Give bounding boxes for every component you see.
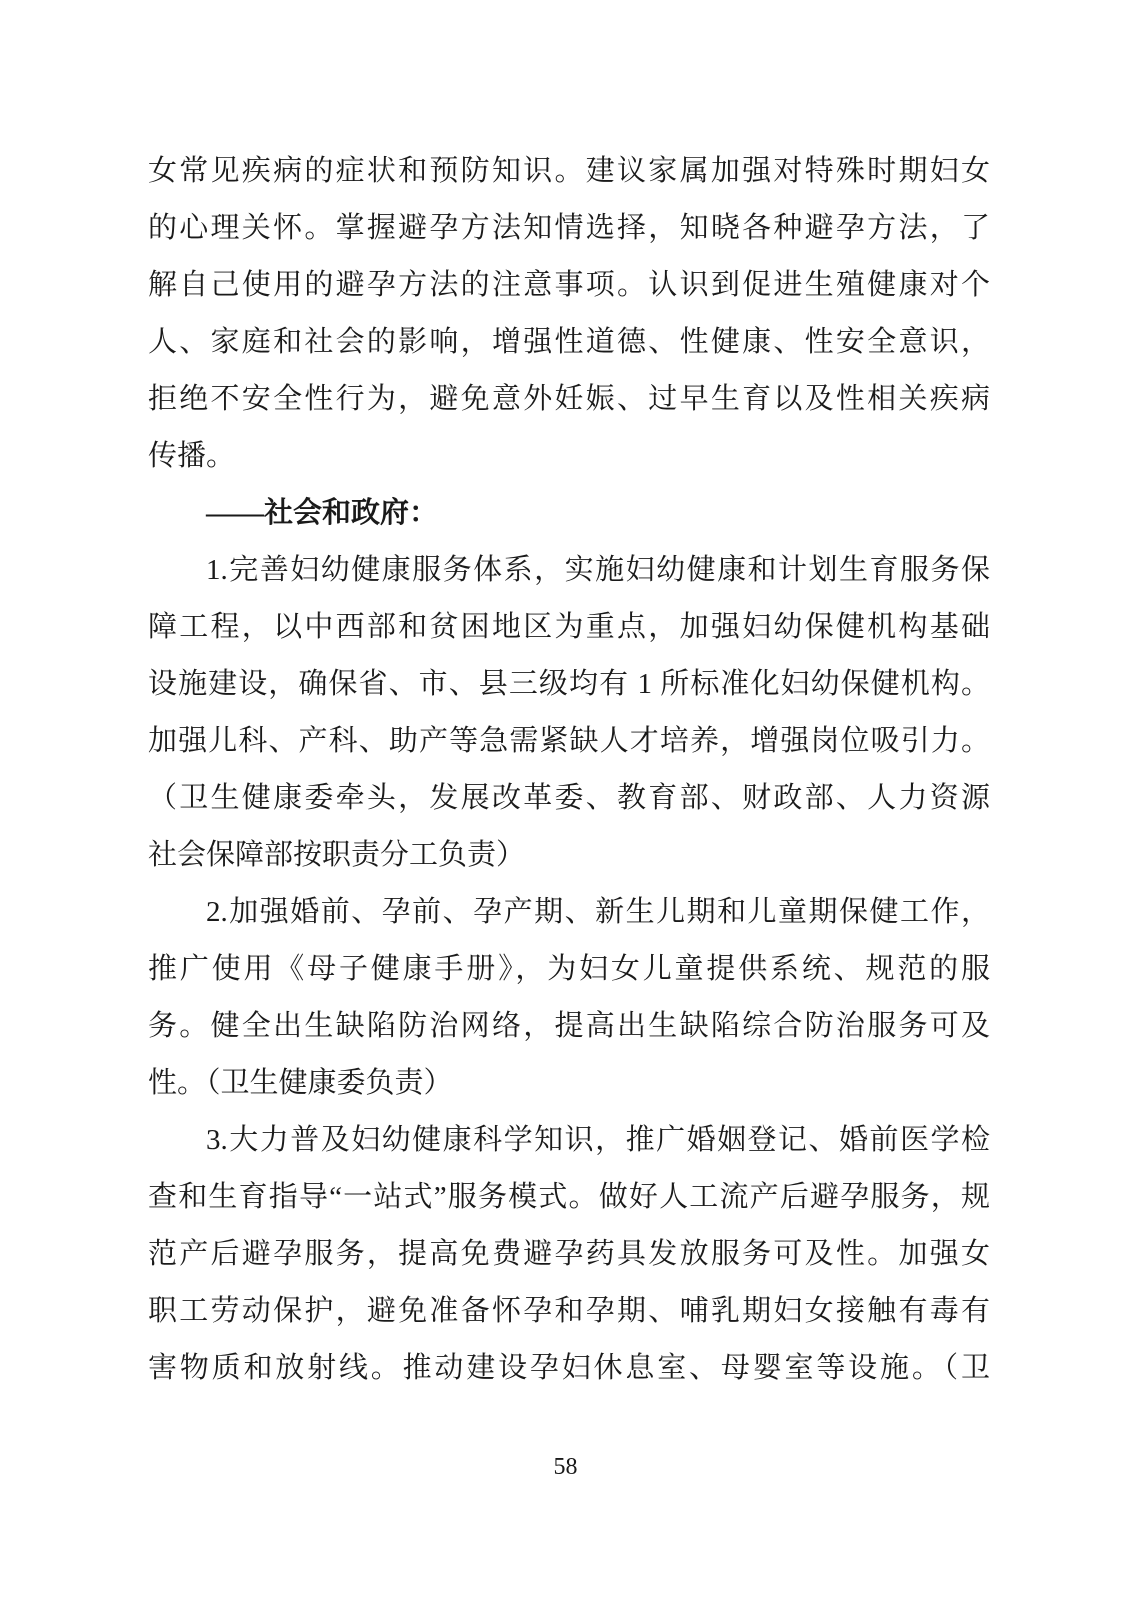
text-line [148,257,990,314]
text-line [148,200,990,257]
text-line [148,428,990,485]
text-segment: 职工劳动保护，避免准备怀孕和孕期、哺乳期妇女接触有毒有 [148,1295,990,1327]
text-line [148,770,990,827]
document-body [148,143,990,1397]
text-segment: 障工程，以中西部和贫困地区为重点，加强妇幼保健机构基础 [148,611,990,643]
text-line [148,542,990,599]
text-segment: 的心理关怀。掌握避孕方法知情选择，知晓各种避孕方法，了 [148,212,990,244]
text-line [148,1340,990,1397]
text-line [148,143,990,200]
text-line [148,713,990,770]
responsible-agency-note: （卫生健康委牵头，发展改革委、教育部、财政部、人力资源 [148,782,990,814]
text-segment: 性。 [148,1067,207,1099]
text-line [148,941,990,998]
text-line [148,1112,990,1169]
text-segment: 范产后避孕服务，提高免费避孕药具发放服务可及性。加强女 [148,1238,990,1270]
text-line [148,1055,990,1112]
text-segment: 2.加强婚前、孕前、孕产期、新生儿期和儿童期保健工作， [206,896,990,928]
section-heading [148,485,990,542]
text-segment: 传播。 [148,440,236,472]
text-segment: 解自己使用的避孕方法的注意事项。认识到促进生殖健康对个 [148,269,990,301]
text-segment: 害物质和放射线。推动建设孕妇休息室、母婴室等设施。 [148,1352,944,1384]
page-number: 58 [553,1454,578,1480]
text-line [148,371,990,428]
text-line [148,599,990,656]
text-segment: 3.大力普及妇幼健康科学知识，推广婚姻登记、婚前医学检 [206,1124,990,1156]
text-line [148,998,990,1055]
text-segment: 拒绝不安全性行为，避免意外妊娠、过早生育以及性相关疾病 [148,383,990,415]
text-segment: 人、家庭和社会的影响，增强性道德、性健康、性安全意识， [148,326,990,358]
text-line [148,827,990,884]
text-line [148,1226,990,1283]
text-segment: 女常见疾病的症状和预防知识。建议家属加强对特殊时期妇女 [148,155,990,187]
text-segment: 设施建设，确保省、市、县三级均有 1 所标准化妇幼保健机构。 [148,668,990,700]
text-segment: 务。健全出生缺陷防治网络，提高出生缺陷综合防治服务可及 [148,1010,990,1042]
text-line [148,314,990,371]
text-line [148,1169,990,1226]
text-segment: 加强儿科、产科、助产等急需紧缺人才培养，增强岗位吸引力。 [148,725,990,757]
text-line [148,1283,990,1340]
text-segment: 查和生育指导“一站式”服务模式。做好人工流产后避孕服务，规 [148,1181,990,1213]
responsible-agency-note: 社会保障部按职责分工负责） [148,839,526,871]
text-segment: 1.完善妇幼健康服务体系，实施妇幼健康和计划生育服务保 [206,554,990,586]
responsible-agency-note: （卫 [943,1352,990,1384]
responsible-agency-note: （卫生健康委负责） [206,1067,453,1099]
text-line [148,656,990,713]
text-line [148,884,990,941]
section-heading-text: ——社会和政府： [206,497,439,529]
text-segment: 推广使用《母子健康手册》，为妇女儿童提供系统、规范的服 [148,953,990,985]
